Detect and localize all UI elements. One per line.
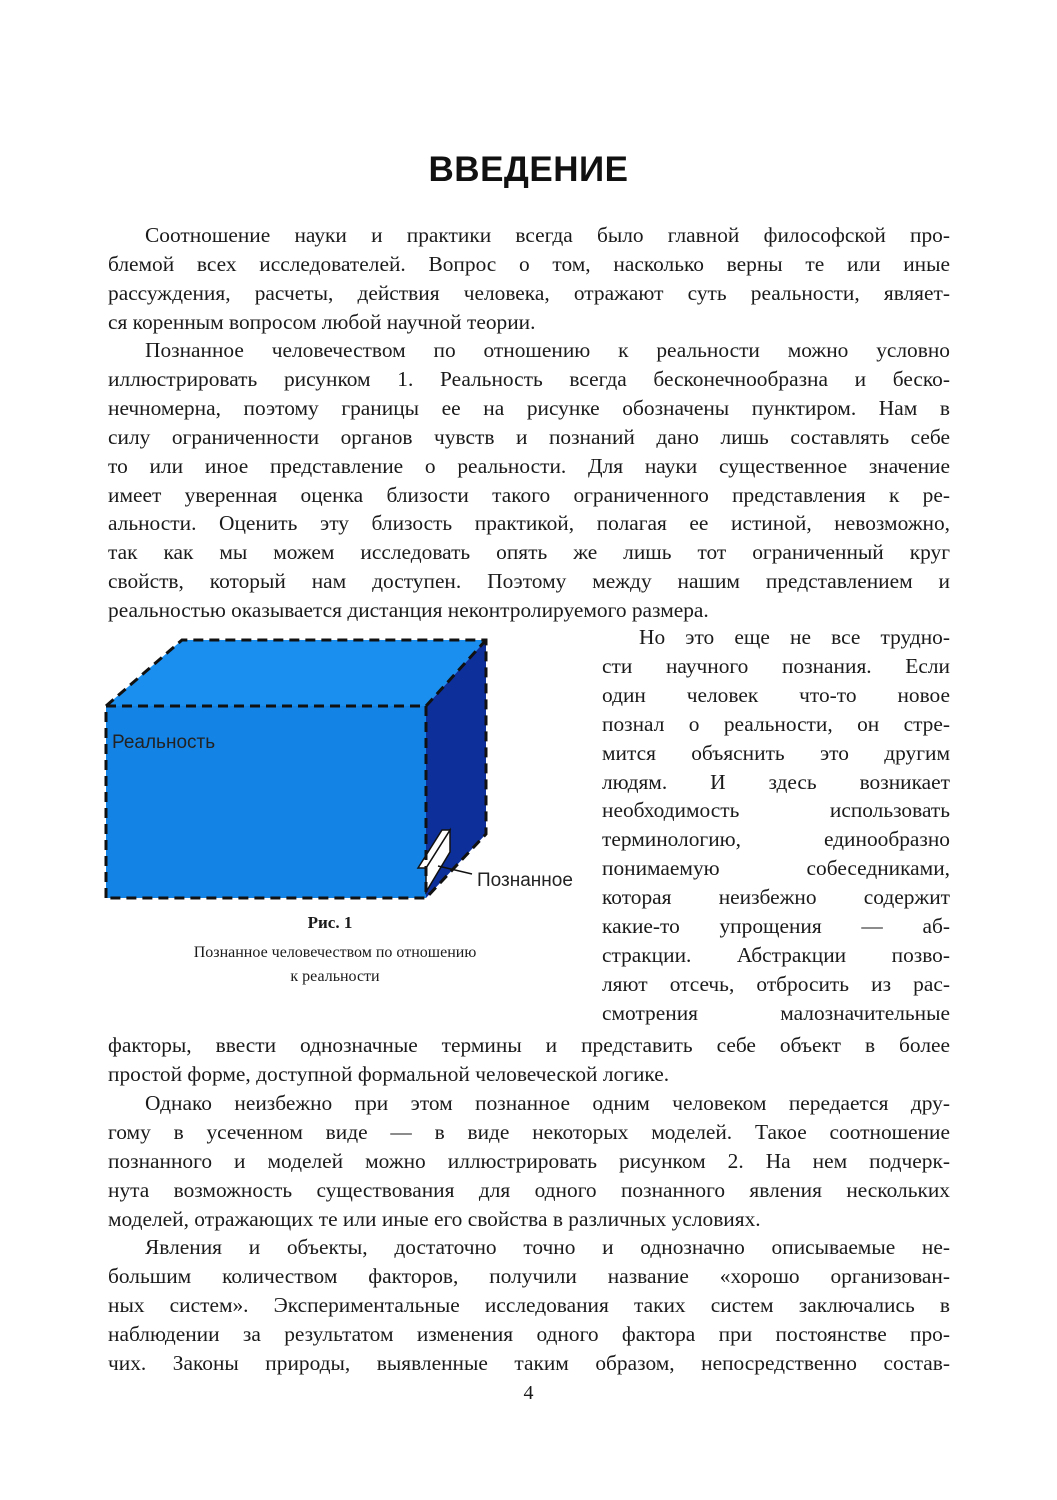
text-line: нечномерна, поэтому границы ее на рисунке обозначены пунктиром. Нам в xyxy=(108,395,950,420)
text-line: то или иное представление о реальности. Для науки существенное значение xyxy=(108,453,950,478)
figure-1-reality-box xyxy=(100,630,600,950)
page-title: ВВЕДЕНИЕ xyxy=(428,150,629,189)
text-line: наблюдении за результатом изменения одного фактора при постоянстве про- xyxy=(108,1321,950,1346)
text-line: простой форме, доступной формальной человеческой логике. xyxy=(108,1061,670,1086)
label-reality: Реальность xyxy=(112,732,216,753)
text-line: ляют отсечь, отбросить из рас- xyxy=(602,971,950,996)
text-line: альности. Оценить эту близость практикой, полагая ее истиной, невозможно, xyxy=(108,511,950,536)
text-line: сти научного познания. Если xyxy=(602,653,950,678)
text-line: силу ограниченности органов чувств и познаний дано лишь составлять себе xyxy=(108,424,950,449)
caption-line: Познанное человечеством по отношению xyxy=(193,944,477,961)
text-line: Но это еще не все трудно- xyxy=(639,625,950,649)
text-line: моделей, отражающих те или иные его свойства в различных условиях. xyxy=(108,1206,761,1231)
text-line: Соотношение науки и практики всегда было главной философской про- xyxy=(145,223,950,247)
text-line: иллюстрировать рисунком 1. Реальность всегда бесконечнообразна и беско- xyxy=(108,366,950,391)
paragraph-2 xyxy=(108,336,950,625)
paragraph-1 xyxy=(108,221,950,337)
text-line: познал о реальности, он стре- xyxy=(602,711,950,736)
text-line: Явления и объекты, достаточно точно и однозначно описываемые не- xyxy=(145,1235,950,1259)
box-top-face xyxy=(106,640,486,706)
text-line: большим количеством факторов, получили название «хорошо организован- xyxy=(108,1263,950,1288)
text-line: нута возможность существования для одного познанного явления нескольких xyxy=(108,1177,950,1202)
paragraph-3-side-column xyxy=(602,623,950,1028)
text-line: чих. Законы природы, выявленные таким образом, непосредственно состав- xyxy=(108,1350,950,1375)
label-known: Познанное xyxy=(477,870,573,891)
text-line: мится объяснить это другим xyxy=(602,740,950,765)
text-line: Познанное человечеством по отношению к реальности можно условно xyxy=(145,338,950,362)
caption-line: к реальности xyxy=(290,968,380,985)
text-line: рассуждения, расчеты, действия человека, отражают суть реальности, являет- xyxy=(108,280,950,305)
text-line: имеет уверенная оценка близости такого ограниченного представления к ре- xyxy=(108,482,950,507)
text-line: гому в усеченном виде — в виде некоторых моделей. Такое соотношение xyxy=(108,1119,950,1144)
text-line: какие-то упрощения — аб- xyxy=(602,914,950,939)
text-line: терминологию, единообразно xyxy=(602,827,950,852)
text-line: стракции. Абстракции позво- xyxy=(602,942,950,967)
paragraph-5 xyxy=(108,1233,950,1378)
text-line: людям. И здесь возникает xyxy=(602,769,950,794)
text-line: ных систем». Экспериментальные исследования таких систем заключались в xyxy=(108,1292,950,1317)
text-line: познанного и моделей можно иллюстрировать рисунком 2. На нем подчерк- xyxy=(108,1148,950,1173)
figure-caption-number: Рис. 1 xyxy=(307,913,353,932)
text-line: которая неизбежно содержит xyxy=(602,885,950,910)
text-line: ся коренным вопросом любой научной теории. xyxy=(108,309,536,334)
text-line: блемой всех исследователей. Вопрос о том, насколько верны те или иные xyxy=(108,251,950,276)
text-line: так как мы можем исследовать опять же лишь тот ограниченный круг xyxy=(108,540,950,565)
text-line: факторы, ввести однозначные термины и представить себе объект в более xyxy=(108,1033,950,1057)
text-line: необходимость использовать xyxy=(602,798,950,823)
paragraph-4 xyxy=(108,1089,950,1234)
figure-caption-text xyxy=(110,941,560,989)
paragraph-3-continued xyxy=(108,1031,950,1089)
page-number: 4 xyxy=(523,1382,534,1404)
text-line: свойств, который нам доступен. Поэтому между нашим представлением и xyxy=(108,569,950,594)
text-line: смотрения малозначительные xyxy=(602,1000,950,1025)
text-line: реальностью оказывается дистанция неконтролируемого размера. xyxy=(108,598,709,623)
text-line: один человек что-то новое xyxy=(602,682,950,707)
text-line: понимаемую собеседниками, xyxy=(602,856,950,881)
text-line: Однако неизбежно при этом познанное одним человеком передается дру- xyxy=(145,1091,950,1115)
